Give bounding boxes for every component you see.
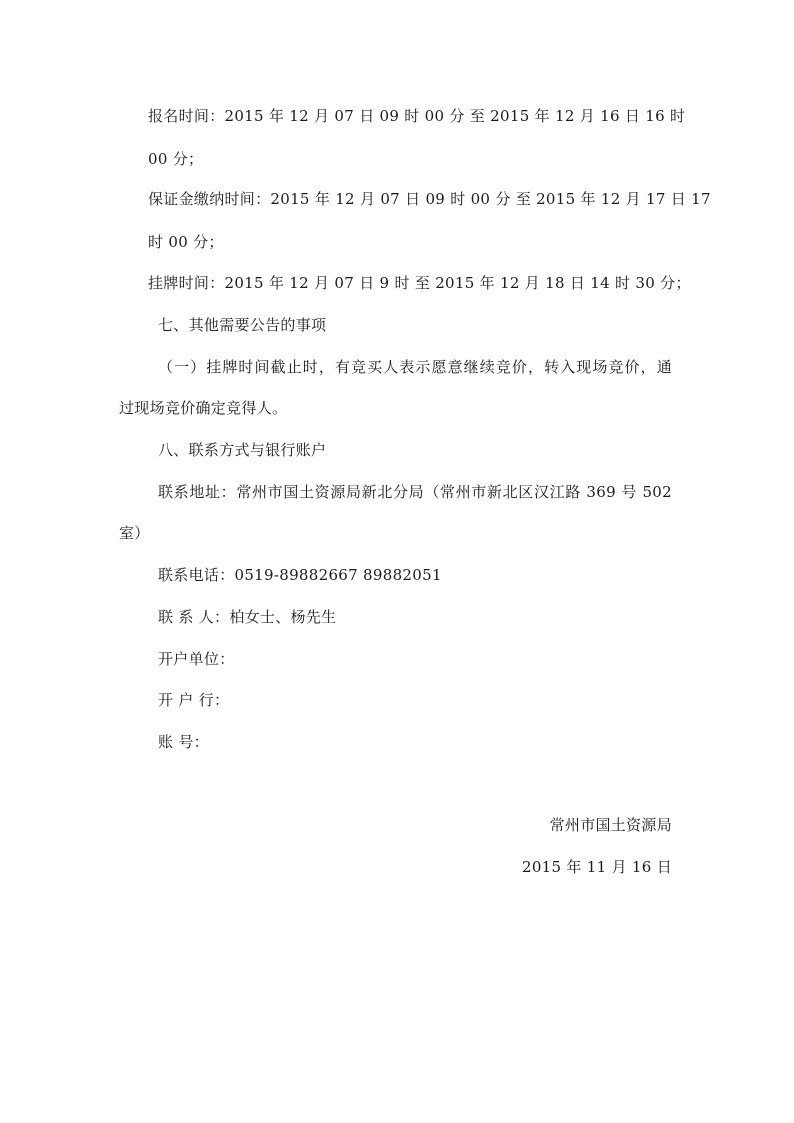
contact-phone: 联系电话：0519-89882667 89882051 <box>158 566 442 584</box>
section-7-heading: 七、其他需要公告的事项 <box>158 316 327 334</box>
item-1-line-1: （一）挂牌时间截止时，有竞买人表示愿意继续竞价，转入现场竞价，通 <box>158 358 672 376</box>
item-1-line-2: 过现场竞价确定竞得人。 <box>119 399 288 417</box>
signup-time-line-2: 00 分； <box>148 150 204 168</box>
deposit-time-line-2: 时 00 分； <box>148 233 224 251</box>
contact-address-line-1: 联系地址：常州市国土资源局新北分局（常州市新北区汉江路 369 号 502 <box>158 483 672 501</box>
contact-person: 联 系 人：柏女士、杨先生 <box>158 608 337 626</box>
bank-name: 开 户 行： <box>158 691 230 709</box>
issuer-name: 常州市国土资源局 <box>549 816 672 834</box>
signup-time-line-1: 报名时间：2015 年 12 月 07 日 09 时 00 分 至 2015 年 12 月 16 日 16 时 <box>148 107 686 125</box>
section-8-heading: 八、联系方式与银行账户 <box>158 441 327 459</box>
contact-address-line-2: 室） <box>119 524 150 542</box>
deposit-time-line-1: 保证金缴纳时间：2015 年 12 月 07 日 09 时 00 分 至 2015 年 12 月 17 日 17 <box>148 190 711 208</box>
account-unit: 开户单位： <box>158 650 235 668</box>
listing-time-line: 挂牌时间：2015 年 12 月 07 日 9 时 至 2015 年 12 月 18 日 14 时 30 分； <box>148 274 691 292</box>
account-number: 账 号： <box>158 733 209 751</box>
issue-date: 2015 年 11 月 16 日 <box>522 858 672 876</box>
